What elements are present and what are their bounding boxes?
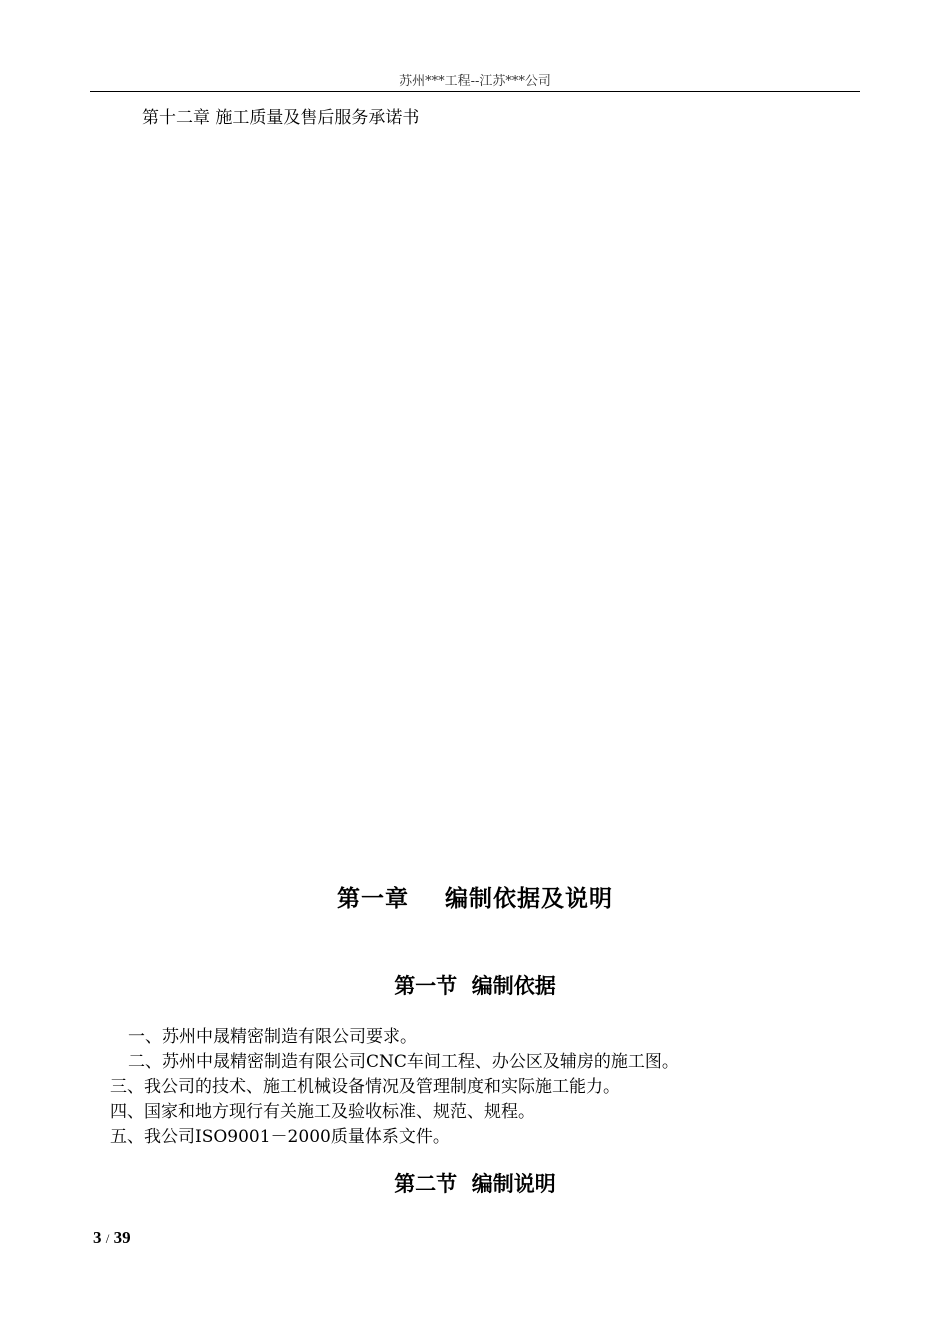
basis-item: 三、我公司的技术、施工机械设备情况及管理制度和实际施工能力。 — [110, 1077, 620, 1097]
section-title-explanation: 第二节 编制说明 — [394, 1172, 556, 1196]
page-number — [93, 1228, 131, 1248]
total-pages: 39 — [113, 1228, 131, 1247]
basis-item: 四、国家和地方现行有关施工及验收标准、规范、规程。 — [110, 1102, 535, 1122]
header-divider — [90, 91, 860, 92]
chapter-title: 第一章 编制依据及说明 — [336, 886, 614, 912]
current-page: 3 — [93, 1228, 102, 1247]
section-title-basis: 第一节 编制依据 — [394, 974, 556, 998]
page-header: 苏州***工程--江苏***公司 — [399, 74, 551, 89]
basis-item: 一、苏州中晟精密制造有限公司要求。 — [128, 1027, 417, 1047]
basis-item: 二、苏州中晟精密制造有限公司CNC车间工程、办公区及辅房的施工图。 — [128, 1052, 679, 1072]
basis-item: 五、我公司ISO9001－2000质量体系文件。 — [110, 1127, 450, 1147]
page-separator: / — [105, 1231, 110, 1246]
toc-entry-chapter-12: 第十二章 施工质量及售后服务承诺书 — [142, 108, 420, 128]
